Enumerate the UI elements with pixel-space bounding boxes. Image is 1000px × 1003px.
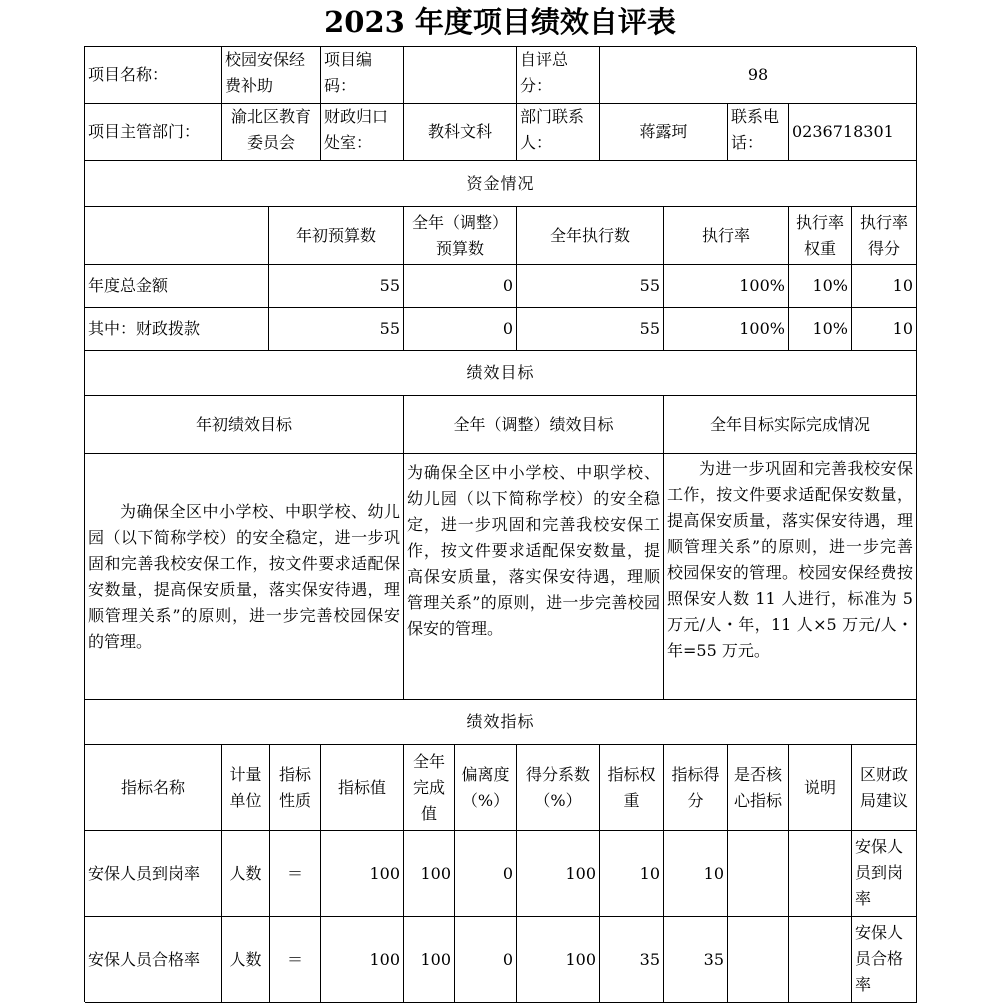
ind-header-note: 说明	[789, 745, 852, 831]
goals-header-initial: 年初绩效目标	[85, 396, 404, 454]
ind-cell: 35	[600, 917, 664, 1003]
funds-row-label: 年度总金额	[85, 265, 269, 308]
ind-cell: 100	[404, 831, 455, 917]
project-code-value	[404, 47, 517, 104]
ind-cell: 10	[664, 831, 728, 917]
ind-cell: 100	[517, 917, 600, 1003]
page-title: 2023 年度项目绩效自评表	[324, 5, 676, 39]
self-score-label: 自评总分：	[517, 47, 600, 104]
funds-header-exec-rate: 执行率	[664, 207, 789, 265]
ind-header-score: 指标得分	[664, 745, 728, 831]
ind-header-deviation: 偏离度（%）	[455, 745, 517, 831]
funds-header-initial-budget: 年初预算数	[269, 207, 404, 265]
ind-header-completed: 全年完成值	[404, 745, 455, 831]
funds-cell: 10%	[789, 308, 852, 351]
funds-cell: 55	[269, 308, 404, 351]
goal-adjusted-text: 为确保全区中小学校、中职学校、幼儿园（以下简称学校）的安全稳定，进一步巩固和完善我校安保工作，按文件要求适配保安数量，提高保安质量，落实保安待遇，理顺管理关系”的原则，进一步完善校园保安的管理。	[404, 454, 664, 700]
goal-actual-text: 为进一步巩固和完善我校安保工作，按文件要求适配保安数量，提高保安质量，落实保安待遇，理顺管理关系”的原则，进一步完善校园保安的管理。校园安保经费按照保安人数 11 人进行，标准为 5 万元/人・年，11 人×5 万元/人・年=55 万元。	[664, 454, 917, 700]
ind-header-nature: 指标性质	[270, 745, 321, 831]
ind-cell: 35	[664, 917, 728, 1003]
self-score-value: 98	[600, 47, 917, 104]
funds-cell: 0	[404, 265, 517, 308]
ind-cell	[728, 831, 789, 917]
contact-value: 蒋露珂	[600, 104, 728, 161]
self-evaluation-table	[84, 46, 916, 1002]
funds-cell: 10	[852, 308, 917, 351]
goal-initial-text: 为确保全区中小学校、中职学校、幼儿园（以下简称学校）的安全稳定，进一步巩固和完善我校安保工作，按文件要求适配保安数量，提高保安质量，落实保安待遇，理顺管理关系”的原则，进一步完善校园保安的管理。	[85, 454, 404, 700]
funds-header-rate-weight: 执行率权重	[789, 207, 852, 265]
goals-section-title: 绩效目标	[85, 351, 917, 396]
funds-cell: 10	[852, 265, 917, 308]
ind-cell: 100	[404, 917, 455, 1003]
ind-header-suggestion: 区财政局建议	[852, 745, 917, 831]
goals-header-actual: 全年目标实际完成情况	[664, 396, 917, 454]
phone-value: 0236718301	[789, 104, 917, 161]
funds-cell: 100%	[664, 265, 789, 308]
funds-section-title: 资金情况	[85, 161, 917, 207]
finance-office-label: 财政归口处室：	[321, 104, 404, 161]
project-code-label: 项目编码：	[321, 47, 404, 104]
ind-cell: 100	[321, 831, 404, 917]
ind-cell: ＝	[270, 831, 321, 917]
goals-header-adjusted: 全年（调整）绩效目标	[404, 396, 664, 454]
finance-office-value: 教科文科	[404, 104, 517, 161]
ind-row-name: 安保人员合格率	[85, 917, 222, 1003]
ind-header-core: 是否核心指标	[728, 745, 789, 831]
funds-row-label: 其中：财政拨款	[85, 308, 269, 351]
funds-header-executed: 全年执行数	[517, 207, 664, 265]
ind-cell: 100	[517, 831, 600, 917]
ind-header-weight: 指标权重	[600, 745, 664, 831]
ind-header-coefficient: 得分系数（%）	[517, 745, 600, 831]
ind-cell	[789, 831, 852, 917]
department-value: 渝北区教育委员会	[222, 104, 321, 161]
ind-cell: 人数	[222, 831, 270, 917]
funds-cell: 55	[517, 308, 664, 351]
ind-cell-suggestion: 安保人员到岗率	[852, 831, 917, 917]
ind-cell: 100	[321, 917, 404, 1003]
ind-header-unit: 计量单位	[222, 745, 270, 831]
project-name-label: 项目名称：	[85, 47, 222, 104]
funds-cell: 10%	[789, 265, 852, 308]
funds-cell: 100%	[664, 308, 789, 351]
ind-header-target: 指标值	[321, 745, 404, 831]
ind-cell-suggestion: 安保人员合格率	[852, 917, 917, 1003]
funds-cell: 55	[517, 265, 664, 308]
phone-label: 联系电话：	[728, 104, 789, 161]
ind-cell	[728, 917, 789, 1003]
funds-cell: 55	[269, 265, 404, 308]
ind-cell: ＝	[270, 917, 321, 1003]
ind-cell	[789, 917, 852, 1003]
ind-header-name: 指标名称	[85, 745, 222, 831]
contact-label: 部门联系人：	[517, 104, 600, 161]
department-label: 项目主管部门：	[85, 104, 222, 161]
funds-header-rate-score: 执行率得分	[852, 207, 917, 265]
ind-cell: 0	[455, 917, 517, 1003]
funds-header-blank	[85, 207, 269, 265]
ind-cell: 0	[455, 831, 517, 917]
funds-cell: 0	[404, 308, 517, 351]
funds-header-adjusted-budget: 全年（调整）预算数	[404, 207, 517, 265]
ind-cell: 人数	[222, 917, 270, 1003]
ind-cell: 10	[600, 831, 664, 917]
indicators-section-title: 绩效指标	[85, 700, 917, 745]
project-name-value: 校园安保经费补助	[222, 47, 321, 104]
ind-row-name: 安保人员到岗率	[85, 831, 222, 917]
